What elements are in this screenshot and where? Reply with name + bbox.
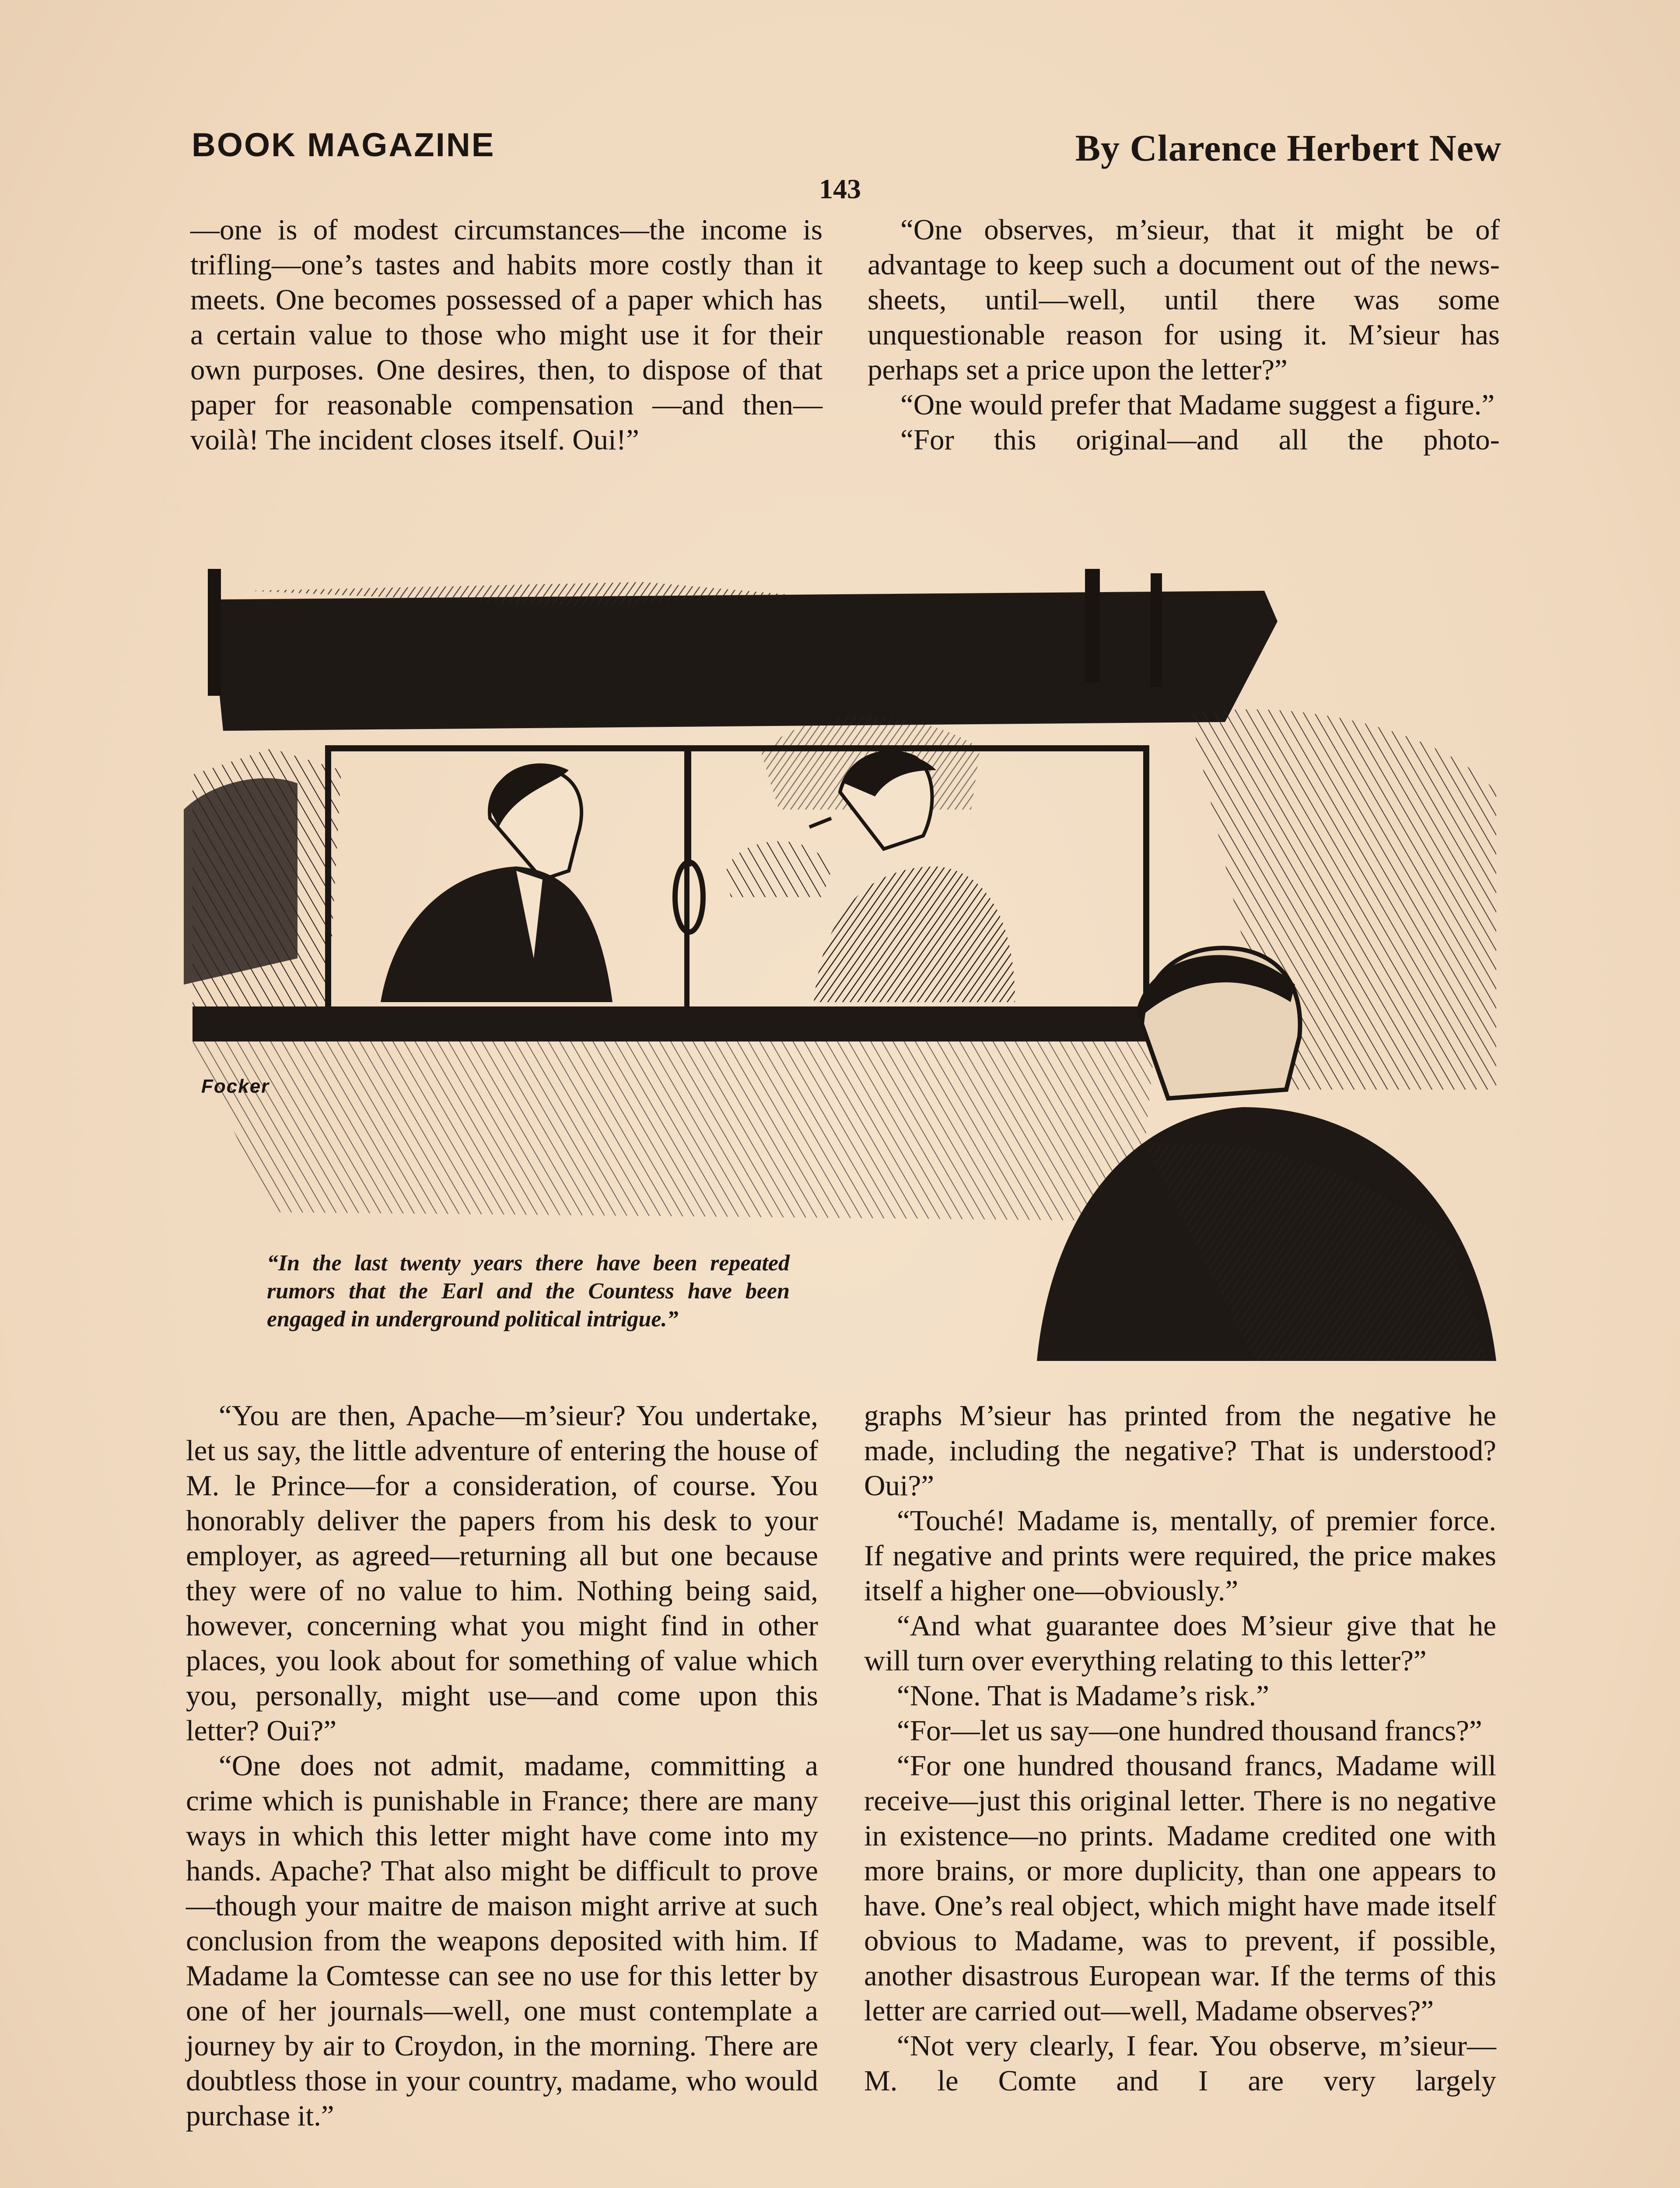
- magazine-title: BOOK MAGAZINE: [192, 126, 495, 164]
- paragraph: “One does not admit, madame, committing a crime which is punishable in France; there are many ways in which this letter might have come into my hands. Apache? That also might be difficult to prove—though your maitre de maison might arrive at such conclusion from the weapons deposited with him. If Madame la Comtesse can see no use for this letter by one of her journals—well, one must contemplate a journey by air to Croydon, in the morning. There are doubtless those in your country, madame, who would purchase it.”: [186, 1750, 818, 2132]
- page-number: 143: [819, 173, 861, 204]
- column-bottom-right: [864, 1398, 1496, 2098]
- paragraph: “None. That is Madame’s risk.”: [897, 1680, 1269, 1712]
- paragraph: “Not very clearly, I fear. You observe, m’sieur—M. le Comte and I are very largely: [864, 2030, 1496, 2097]
- paragraph: “You are then, Apache—m’sieur? You undertake, let us say, the little adventure of entering the house of M. le Prince—for a consideration, of course. You honorably deliver the papers from his desk to your employer, as agreed—returning all but one because they were of no value to him. Nothing being said, however, concerning what you might find in other places, you look about for something of value which you, personally, might use—and come upon this letter? Oui?”: [186, 1399, 818, 1747]
- paragraph: “And what guarantee does M’sieur give that he will turn over everything relating to this letter?”: [864, 1609, 1496, 1677]
- paragraph: “For one hundred thousand francs, Madame will receive—just this original letter. There is no negative in existence—no prints. Madame credited one with more brains, or more duplicity, than one appears to have. One’s real object, which might have made itself obvious to Madame, was to prevent, if possible, another disastrous European war. If the terms of this letter are carried out—well, Madame observes?”: [864, 1750, 1496, 2027]
- paragraph: “For this original—and all the photo-: [900, 424, 1500, 456]
- column-bottom-left: [186, 1398, 818, 2133]
- author-byline: By Clarence Herbert New: [1075, 127, 1502, 169]
- illustration-caption: “In the last twenty years there have been repeated rumors that the Earl and the Countess have been engaged in underground political intrigue.”: [267, 1251, 790, 1332]
- paragraph: “Touché! Madame is, mentally, of premier force. If negative and prints were required, the price makes itself a higher one—obviously.”: [864, 1504, 1496, 1607]
- paragraph: “One observes, m’sieur, that it might be of advantage to keep such a document out of the news-sheets, until—well, until there was some unquestionable reason for using it. M’sieur has perhaps set a price upon the letter?”: [868, 214, 1500, 386]
- paragraph: graphs M’sieur has printed from the negative he made, including the negative? That is understood? Oui?”: [864, 1399, 1496, 1502]
- column-top-right: [868, 212, 1500, 457]
- paragraph: “For—let us say—one hundred thousand francs?”: [897, 1715, 1482, 1747]
- paragraph: “One would prefer that Madame suggest a figure.”: [900, 389, 1495, 421]
- story-illustration: [184, 565, 1505, 1361]
- paragraph: —one is of modest circumstances—the income is trifling—one’s tastes and habits more costly than it meets. One becomes possessed of a paper which has a certain value to those who might use it for their own purposes. One desires, then, to dispose of that paper for reasonable compensation —and then—voilà! The incident closes itself. Oui!”: [190, 214, 822, 456]
- column-top-left: [190, 212, 822, 457]
- artist-signature: Focker: [201, 1076, 270, 1097]
